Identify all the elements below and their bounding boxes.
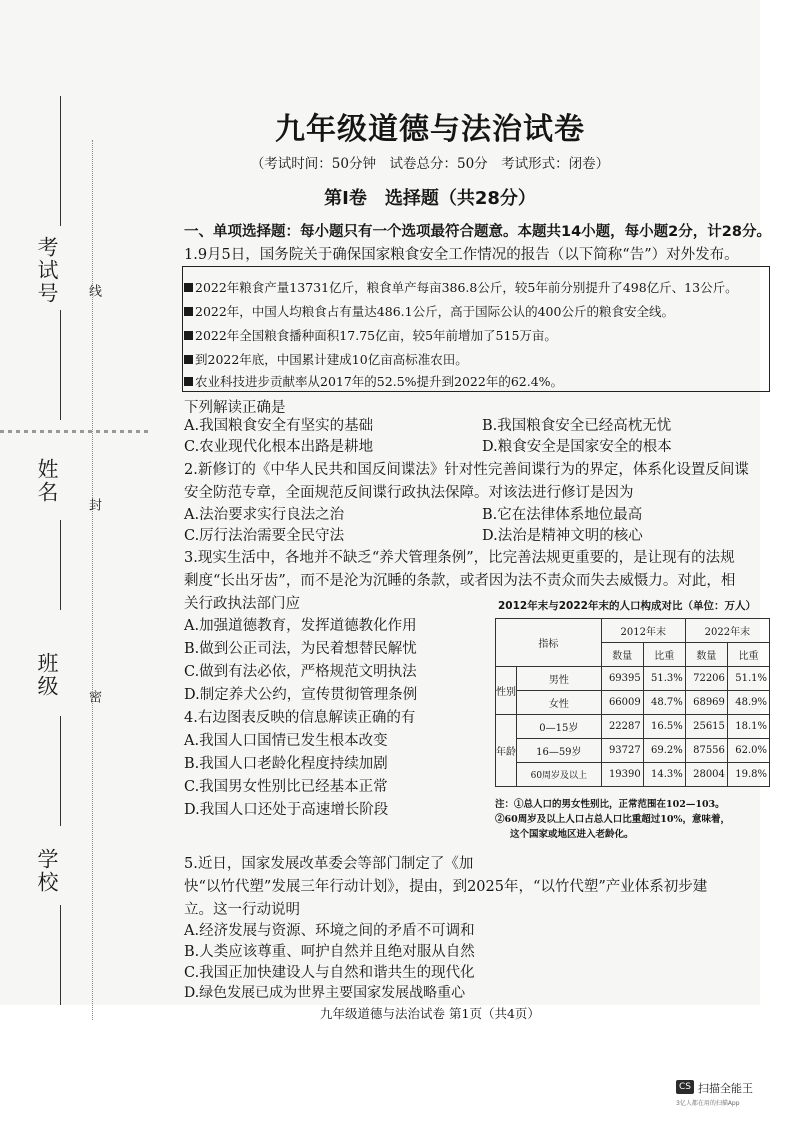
class-label: 班级 xyxy=(35,652,59,698)
q2-option-c[interactable]: C.厉行法治需要全民守法 xyxy=(184,528,345,544)
q2-option-b[interactable]: B.它在法律体系地位最高 xyxy=(482,507,643,523)
q3-option-d[interactable]: D.制定养犬公约，宣传贯彻管理条例 xyxy=(184,687,418,703)
bullet-square-icon xyxy=(184,283,193,292)
q1-box-line-4: 到2022年底，中国累计建成10亿亩高标准农田。 xyxy=(184,350,468,368)
q1-box-line-5: 农业科技进步贡献率从2017年的52.5%提升到2022年的62.4%。 xyxy=(184,372,563,390)
bullet-square-icon xyxy=(184,355,193,364)
q1-option-c[interactable]: C.农业现代化根本出路是耕地 xyxy=(184,439,374,455)
exam-number-line xyxy=(60,96,61,226)
q4-option-a[interactable]: A.我国人口国情已发生根本改变 xyxy=(184,733,388,749)
table-header-indicator: 指标 xyxy=(496,619,602,667)
q1-prompt: 下列解读正确是 xyxy=(184,400,286,416)
table-note-2: ②60周岁及以上人口占总人口比重超过10%，意味着， xyxy=(495,814,730,825)
q1-box-line-3: 2022年全国粮食播种面积17.75亿亩，较5年前增加了515万亩。 xyxy=(184,326,557,344)
table-row: 16—59岁 93727 69.2% 87556 62.0% xyxy=(496,739,770,763)
table-title: 2012年末与2022年末的人口构成对比（单位：万人） xyxy=(498,600,756,612)
q1-option-b[interactable]: B.我国粮食安全已经高枕无忧 xyxy=(482,418,672,434)
exam-number-label: 考试号 xyxy=(35,236,59,305)
camscanner-logo-icon: CS xyxy=(676,1080,694,1094)
q2-stem-2: 安全防范专章，全面规范反间谍行政执法保障。对该法进行修订是因为 xyxy=(184,485,634,501)
name-label: 姓名 xyxy=(35,458,59,504)
school-label: 学校 xyxy=(35,848,59,894)
section-heading: 一、单项选择题：每小题只有一个选项最符合题意。本题共14小题，每小题2分，计28分。 xyxy=(184,224,771,240)
part-title: 第Ⅰ卷 选择题（共28分） xyxy=(324,188,536,209)
page-footer: 九年级道德与法治试卷 第1页（共4页） xyxy=(320,1006,540,1021)
q3-option-c[interactable]: C.做到有法必依，严格规范文明执法 xyxy=(184,664,417,680)
q5-option-b[interactable]: B.人类应该尊重、呵护自然并且绝对服从自然 xyxy=(184,944,475,960)
school-line xyxy=(60,905,61,1005)
q3-stem-3: 关行政执法部门应 xyxy=(184,596,300,612)
q3-stem-2: 剩度“长出牙齿”，而不是沦为沉睡的条款，或者因为法不责众而失去威慑力。对此，相 xyxy=(184,573,736,589)
q4-option-c[interactable]: C.我国男女性别比已经基本正常 xyxy=(184,779,388,795)
exam-info: （考试时间：50分钟 试卷总分：50分 考试形式：闭卷） xyxy=(250,156,610,172)
table-note-3: 这个国家或地区进入老龄化。 xyxy=(510,829,634,840)
q5-stem-3: 立。这一行动说明 xyxy=(184,902,300,918)
bullet-square-icon xyxy=(184,307,193,316)
table-col-ratio: 比重 xyxy=(727,643,769,667)
class-line xyxy=(60,716,61,826)
q5-stem-2: 快“以竹代塑”发展三年行动计划》，提由，到2025年，“以竹代塑”产业体系初步建 xyxy=(184,879,708,895)
bullet-square-icon xyxy=(184,377,193,386)
seal-seal-char: 封 xyxy=(86,498,101,511)
name-line xyxy=(60,520,61,610)
q3-stem-1: 3.现实生活中，各地并不缺乏“养犬管理条例”，比完善法规更重要的，是让现有的法规 xyxy=(184,550,735,566)
table-note-1: 注：①总人口的男女性别比，正常范围在102—103。 xyxy=(495,799,725,810)
scanner-name: 扫描全能王 xyxy=(698,1082,753,1095)
table-row: 性别 男性 69395 51.3% 72206 51.1% xyxy=(496,667,770,691)
seal-line-char: 线 xyxy=(86,284,101,297)
table-header-year2: 2022年末 xyxy=(685,619,769,643)
q5-option-d[interactable]: D.绿色发展已成为世界主要国家发展战略重心 xyxy=(184,985,466,1001)
table-group-age: 年龄 xyxy=(496,715,517,787)
exam-title: 九年级道德与法治试卷 xyxy=(275,112,585,147)
table-row: 年龄 0—15岁 22287 16.5% 25615 18.1% xyxy=(496,715,770,739)
q4-option-b[interactable]: B.我国人口老龄化程度持续加剧 xyxy=(184,756,388,772)
q1-box-line-2: 2022年，中国人均粮食占有量达486.1公斤，高于国际公认的400公斤的粮食安全线。 xyxy=(184,302,674,320)
q5-stem-1: 5.近日，国家发展改革委会等部门制定了《加 xyxy=(184,856,474,872)
q5-option-a[interactable]: A.经济发展与资源、环境之间的矛盾不可调和 xyxy=(184,923,475,939)
table-col-count: 数量 xyxy=(601,643,643,667)
q4-option-d[interactable]: D.我国人口还处于高速增长阶段 xyxy=(184,802,389,818)
exam-number-line-2 xyxy=(60,310,61,420)
q5-option-c[interactable]: C.我国正加快建设人与自然和谐共生的现代化 xyxy=(184,965,475,981)
table-col-count: 数量 xyxy=(685,643,727,667)
q2-option-a[interactable]: A.法治要求实行良法之治 xyxy=(184,507,345,523)
table-header-year1: 2012年末 xyxy=(601,619,685,643)
q3-option-b[interactable]: B.做到公正司法，为民着想替民解忧 xyxy=(184,641,417,657)
population-table xyxy=(495,618,770,787)
q1-option-a[interactable]: A.我国粮食安全有坚实的基础 xyxy=(184,418,374,434)
seal-dense-char: 密 xyxy=(86,690,101,703)
bullet-square-icon xyxy=(184,331,193,340)
table-group-gender: 性别 xyxy=(496,667,517,715)
q4-stem: 4.右边图表反映的信息解读正确的有 xyxy=(184,710,416,726)
q2-stem-1: 2.新修订的《中华人民共和国反间谍法》针对性完善间谍行为的界定，体系化设置反间谍 xyxy=(184,462,749,478)
q1-box-line-1: 2022年粮食产量13731亿斤，粮食单产每亩386.8公斤，较5年前分别提升了498亿斤、13公斤。 xyxy=(184,278,738,296)
tear-mark xyxy=(0,430,150,433)
scanner-subtitle: 3亿人都在用的扫描App xyxy=(676,1100,740,1107)
table-row: 60周岁及以上 19390 14.3% 28004 19.8% xyxy=(496,763,770,787)
q3-option-a[interactable]: A.加强道德教育，发挥道德教化作用 xyxy=(184,618,417,634)
seal-dotted-line xyxy=(92,140,93,1020)
table-col-ratio: 比重 xyxy=(643,643,685,667)
q1-option-d[interactable]: D.粮食安全是国家安全的根本 xyxy=(482,439,672,455)
q1-stem: 1.9月5日，国务院关于确保国家粮食安全工作情况的报告（以下简称“告”）对外发布。 xyxy=(184,247,739,263)
q2-option-d[interactable]: D.法治是精神文明的核心 xyxy=(482,528,643,544)
table-row: 女性 66009 48.7% 68969 48.9% xyxy=(496,691,770,715)
